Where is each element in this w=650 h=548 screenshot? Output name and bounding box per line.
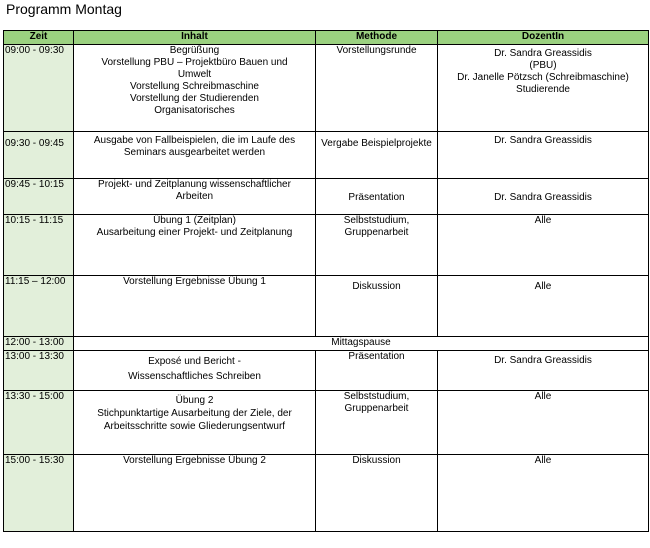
content-line: Seminars ausgearbeitet werden	[123, 147, 266, 158]
table-row	[4, 455, 649, 532]
lecturer-cell	[438, 276, 649, 337]
lecturer-line: Dr. Sandra Greassidis	[494, 192, 592, 203]
content-line: Vorstellung Schreibmaschine	[130, 81, 259, 92]
time-cell: 09:45 - 10:15	[4, 179, 74, 215]
table-row	[4, 179, 649, 215]
method-cell: Präsentation	[316, 351, 438, 391]
time-cell: 09:30 - 09:45	[4, 132, 74, 179]
method-cell: Vorstellungsrunde	[316, 45, 438, 132]
method-cell: Diskussion	[316, 276, 438, 337]
content-cell	[74, 391, 316, 455]
lecturer-cell	[438, 132, 649, 179]
time-cell: 11:15 – 12:00	[4, 276, 74, 337]
content-line: Wissenschaftliches Schreiben	[128, 371, 261, 382]
method-line: Selbststudium,	[343, 391, 410, 402]
table-header-row	[4, 31, 649, 45]
lecturer-line: Dr. Janelle Pötzsch (Schreibmaschine)	[457, 72, 629, 83]
content-line: Vorstellung der Studierenden	[130, 93, 259, 104]
content-cell	[74, 132, 316, 179]
table-row	[4, 351, 649, 391]
time-cell: 12:00 - 13:00	[4, 337, 74, 351]
content-cell	[74, 351, 316, 391]
method-line: Gruppenarbeit	[344, 227, 409, 238]
lecturer-cell	[438, 351, 649, 391]
content-line: Vorstellung Ergebnisse Übung 2	[123, 455, 266, 466]
schedule-table	[3, 30, 649, 532]
column-header-dozentin: DozentIn	[438, 31, 649, 45]
method-line: Selbststudium,	[343, 215, 410, 226]
lecturer-line: Dr. Sandra Greassidis	[494, 355, 592, 366]
time-cell: 13:00 - 13:30	[4, 351, 74, 391]
time-cell: 13:30 - 15:00	[4, 391, 74, 455]
lecturer-line: Dr. Sandra Greassidis	[494, 135, 592, 146]
table-row	[4, 391, 649, 455]
content-cell	[74, 455, 316, 532]
method-cell: Vergabe Beispielprojekte	[316, 132, 438, 179]
column-header-inhalt: Inhalt	[74, 31, 316, 45]
content-cell	[74, 45, 316, 132]
content-line: Übung 2	[175, 395, 214, 406]
content-cell	[74, 215, 316, 276]
content-line: Arbeiten	[175, 191, 214, 202]
content-line: Übung 1 (Zeitplan)	[153, 215, 236, 226]
lecturer-cell	[438, 215, 649, 276]
content-line: Projekt- und Zeitplanung wissenschaftlicher	[98, 179, 291, 190]
time-cell: 10:15 - 11:15	[4, 215, 74, 276]
lecturer-line: Dr. Sandra Greassidis	[494, 48, 592, 59]
lecturer-line: Alle	[534, 215, 552, 226]
lunch-break-cell: Mittagspause	[74, 337, 649, 351]
lecturer-cell	[438, 45, 649, 132]
content-line: Ausgabe von Fallbeispielen, die im Laufe des	[93, 135, 296, 146]
table-row	[4, 132, 649, 179]
method-cell: Präsentation	[316, 179, 438, 215]
content-line: Vorstellung Ergebnisse Übung 1	[123, 276, 266, 287]
content-cell	[74, 276, 316, 337]
content-line: Stichpunktartige Ausarbeitung der Ziele, der	[97, 408, 292, 419]
lecturer-cell	[438, 455, 649, 532]
column-header-methode: Methode	[316, 31, 438, 45]
content-line: Ausarbeitung einer Projekt- und Zeitplanung	[96, 227, 293, 238]
lecturer-line: (PBU)	[529, 60, 557, 71]
table-row	[4, 337, 649, 351]
method-cell: Diskussion	[316, 455, 438, 532]
lecturer-line: Alle	[534, 281, 552, 292]
content-line: Vorstellung PBU – Projektbüro Bauen und	[101, 57, 288, 68]
column-header-zeit: Zeit	[4, 31, 74, 45]
content-line: Arbeitsschritte sowie Gliederungsentwurf	[103, 421, 286, 432]
lecturer-line: Alle	[534, 455, 552, 466]
content-line: Umwelt	[177, 69, 212, 80]
lecturer-line: Alle	[534, 391, 552, 402]
content-cell	[74, 179, 316, 215]
table-row	[4, 45, 649, 132]
content-line: Exposé und Bericht -	[148, 356, 241, 367]
method-cell	[316, 215, 438, 276]
method-cell	[316, 391, 438, 455]
content-line: Organisatorisches	[154, 105, 235, 116]
time-cell: 15:00 - 15:30	[4, 455, 74, 532]
content-line: Begrüßung	[169, 45, 220, 56]
table-row	[4, 215, 649, 276]
lecturer-cell	[438, 179, 649, 215]
time-cell: 09:00 - 09:30	[4, 45, 74, 132]
lecturer-line: Studierende	[516, 84, 570, 95]
page-title: Programm Montag	[6, 1, 122, 17]
table-row	[4, 276, 649, 337]
lecturer-cell	[438, 391, 649, 455]
method-line: Gruppenarbeit	[344, 403, 409, 414]
